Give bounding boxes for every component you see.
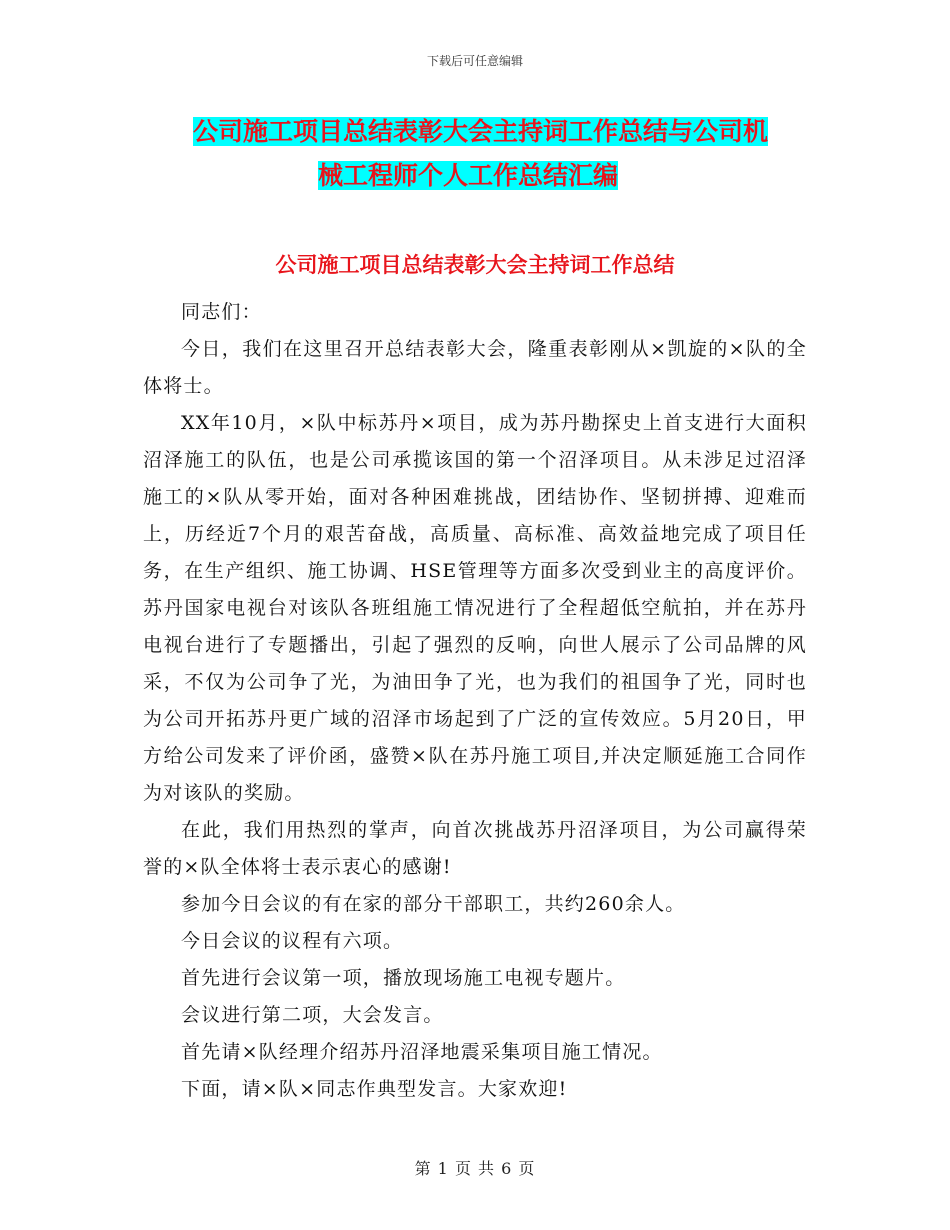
document-title-line-1: [143, 110, 807, 154]
paragraph: 今日会议的议程有六项。: [181, 930, 404, 952]
document-body: [143, 294, 807, 1108]
document-title-line-2-text: 械工程师个人工作总结汇编: [318, 161, 619, 190]
section-title: 公司施工项目总结表彰大会主持词工作总结: [275, 253, 675, 277]
document-title: [143, 110, 807, 198]
paragraph: 在此，我们用热烈的掌声，向首次挑战苏丹沼泽项目，为公司赢得荣誉的×队全体将士表示衷心的感谢!: [143, 819, 807, 878]
document-title-line-1-text: 公司施工项目总结表彰大会主持词工作总结与公司机: [193, 117, 769, 146]
paragraph: 下面，请×队×同志作典型发言。大家欢迎!: [181, 1078, 568, 1100]
paragraph: 今日，我们在这里召开总结表彰大会，隆重表彰刚从×凯旋的×队的全体将士。: [143, 338, 807, 397]
paragraph: 参加今日会议的有在家的部分干部职工，共约260余人。: [181, 893, 686, 915]
paragraph: 首先请×队经理介绍苏丹沼泽地震采集项目施工情况。: [181, 1041, 663, 1063]
page-number: 第 1 页 共 6 页: [414, 1159, 536, 1178]
document-title-line-2: [143, 154, 807, 198]
header-note: 下载后可任意编辑: [426, 54, 523, 68]
paragraph-greeting: 同志们：: [181, 301, 262, 323]
paragraph: 会议进行第二项，大会发言。: [181, 1004, 444, 1026]
paragraph: 首先进行会议第一项，播放现场施工电视专题片。: [181, 967, 626, 989]
paragraph: XX年10月，×队中标苏丹×项目，成为苏丹勘探史上首支进行大面积沼泽施工的队伍，也是公司承揽该国的第一个沼泽项目。从未涉足过沼泽施工的×队从零开始，面对各种困难挑战，团结协作、坚韧拼搏、迎难而上，历经近7个月的艰苦奋战，高质量、高标准、高效益地完成了项目任务，在生产组织、施工协调、HSE管理等方面多次受到业主的高度评价。苏丹国家电视台对该队各班组施工情况进行了全程超低空航拍，并在苏丹电视台进行了专题播出，引起了强烈的反响，向世人展示了公司品牌的风采，不仅为公司争了光，为油田争了光，也为我们的祖国争了光，同时也为公司开拓苏丹更广域的沼泽市场起到了广泛的宣传效应。5月20日，甲方给公司发来了评价函，盛赞×队在苏丹施工项目,并决定顺延施工合同作为对该队的奖励。: [143, 412, 807, 804]
